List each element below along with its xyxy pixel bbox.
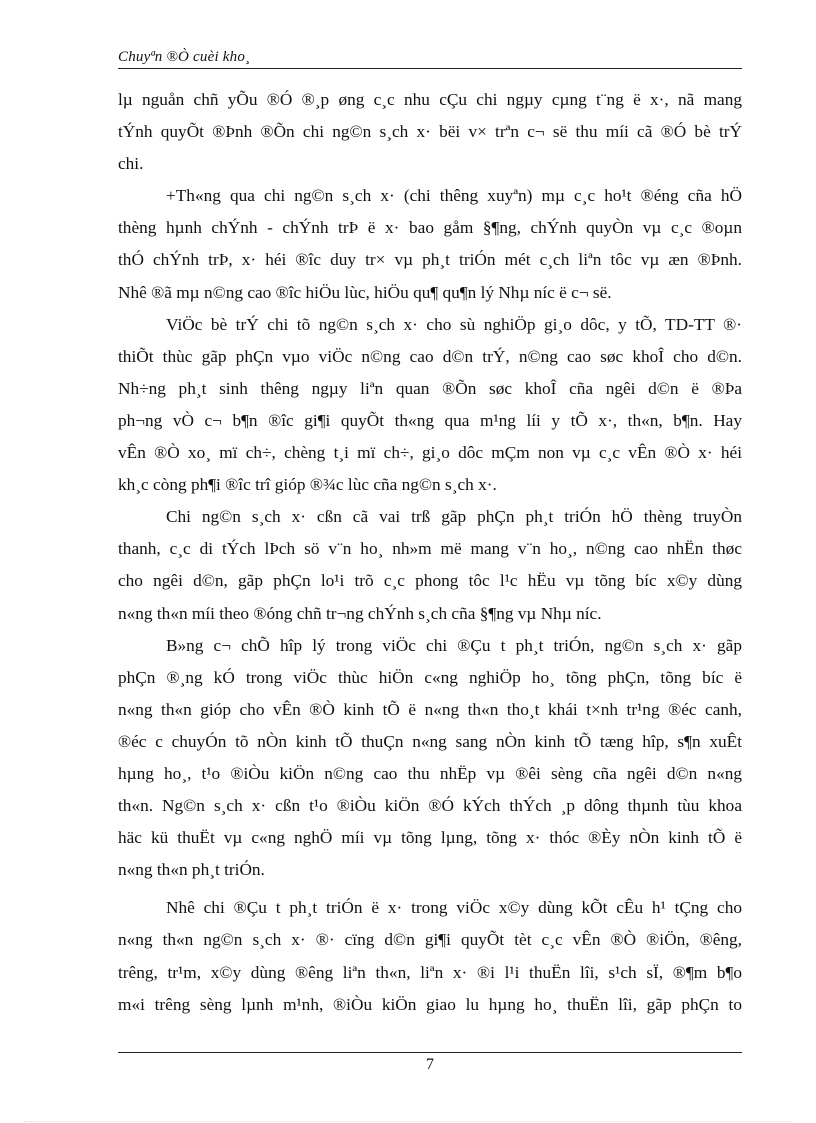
text-line: lµ nguån chñ yÕu ®Ó ®¸p øng c¸c nhu cÇu chi ngµy cµng t¨ng ë x·, nã mang xyxy=(118,90,742,109)
text-line: Nhê ®ã mµ n©ng cao ®îc hiÖu lùc, hiÖu qu¶ qu¶n lý Nhµ níc ë c¬ së. xyxy=(118,282,612,302)
text-line: thiÕt thùc gãp phÇn vµo viÖc n©ng cao d©n trÝ, n©ng cao søc khoÎ cho d©n. xyxy=(118,346,742,366)
paragraph xyxy=(118,501,742,629)
text-line: Nh÷ng ph¸t sinh thêng ngµy liªn quan ®Õn søc khoÎ cña ngêi d©n ë ®Þa xyxy=(118,378,742,398)
paragraph xyxy=(118,892,742,1020)
text-line: +Th«ng qua chi ng©n s¸ch x· (chi thêng xuyªn) mµ c¸c ho¹t ®éng cña hÖ xyxy=(166,186,742,206)
text-line: m«i trêng sèng lµnh m¹nh, ®iÒu kiÖn giao lu hµng ho¸ thuËn lîi, gãp phÇn to xyxy=(118,994,742,1014)
text-line: thanh, c¸c di tÝch lÞch sö v¨n ho¸ nh»m më mang v¨n ho¸, n©ng cao nhËn thøc xyxy=(118,539,742,559)
text-line: n«ng th«n míi theo ®óng chñ tr¬ng chÝnh s¸ch cña §¶ng vµ Nhµ níc. xyxy=(118,603,602,623)
text-line: chi. xyxy=(118,154,144,174)
text-line: thèng hµnh chÝnh - chÝnh trÞ ë x· bao gåm §¶ng, chÝnh quyÒn vµ c¸c ®oµn xyxy=(118,218,742,238)
text-line: ph¬ng vÒ c¬ b¶n ®îc gi¶i quyÕt th«ng qua m¹ng líi y tÕ x·, th«n, b¶n. Hay xyxy=(118,410,742,430)
text-line: ViÖc bè trÝ chi tõ ng©n s¸ch x· cho sù nghiÖp gi¸o dôc, y tÕ, TD-TT ®· xyxy=(166,314,742,334)
text-line: n«ng th«n gióp cho vÊn ®Ò kinh tÕ ë n«ng th«n tho¸t khái t×nh tr¹ng ®éc canh, xyxy=(118,699,742,719)
text-line: trêng, tr¹m, x©y dùng ®êng liªn th«n, liªn x· ®i l¹i thuËn lîi, s¹ch sÏ, ®¶m b¶o xyxy=(118,962,742,982)
header-divider xyxy=(118,68,742,69)
paragraph xyxy=(118,180,742,308)
text-line: phÇn ®¸ng kÓ trong viÖc thùc hiÖn c«ng nghiÖp ho¸ tõng phÇn, tõng bíc ë xyxy=(118,667,742,687)
text-line: vÊn ®Ò xo¸ mï ch÷, chèng t¸i mï ch÷, gi¸o dôc mÇm non vµ c¸c vÊn ®Ò x· héi xyxy=(118,443,742,463)
text-line: cho ngêi d©n, gãp phÇn lo¹i trõ c¸c phong tôc l¹c hËu vµ tõng bíc x©y dùng xyxy=(118,571,742,591)
body-text xyxy=(118,84,742,1021)
text-line: Chi ng©n s¸ch x· cßn cã vai trß gãp phÇn ph¸t triÓn hÖ thèng truyÒn xyxy=(166,507,742,527)
paragraph xyxy=(118,84,742,180)
text-line: n«ng th«n ng©n s¸ch x· ®· cïng d©n gi¶i quyÕt tèt c¸c vÊn ®Ò ®iÖn, ®êng, xyxy=(118,930,742,950)
paragraph xyxy=(118,309,742,502)
text-line: Nhê chi ®Çu t ph¸t triÓn ë x· trong viÖc x©y dùng kÕt cÊu h¹ tÇng cho xyxy=(166,898,742,918)
page-number: 7 xyxy=(426,1056,434,1073)
text-line: th«n. Ng©n s¸ch x· cßn t¹o ®iÒu kiÖn ®Ó kÝch thÝch ¸p dông thµnh tùu khoa xyxy=(118,796,742,816)
running-header xyxy=(118,47,742,67)
page-bottom-border xyxy=(24,1121,792,1122)
text-line: tÝnh quyÕt ®Þnh ®Õn chi ng©n s¸ch x· bëi v× trªn c¬ së thu míi cã ®Ó bè trÝ xyxy=(118,122,742,142)
text-line: n«ng th«n ph¸t triÓn. xyxy=(118,860,265,880)
paragraph xyxy=(118,630,742,887)
text-line: kh¸c còng ph¶i ®îc trî gióp ®¾c lùc cña ng©n s¸ch x·. xyxy=(118,475,497,495)
text-line: hµng ho¸, t¹o ®iÒu kiÖn n©ng cao thu nhËp vµ ®êi sèng cña ngêi d©n n«ng xyxy=(118,763,742,783)
footer-divider xyxy=(118,1052,742,1053)
text-line: thÓ chÝnh trÞ, x· héi ®îc duy tr× vµ ph¸t triÓn mét c¸ch liªn tôc vµ æn ®Þnh. xyxy=(118,250,742,270)
text-line: häc kü thuËt vµ c«ng nghÖ míi vµ tõng lµng, tõng x· thóc ®Èy nÒn kinh tÕ ë xyxy=(118,828,742,848)
text-line: B»ng c¬ chÕ hîp lý trong viÖc chi ®Çu t ph¸t triÓn, ng©n s¸ch x· gãp xyxy=(166,635,742,655)
text-line: ®éc c chuyÓn tõ nÒn kinh tÕ thuÇn n«ng sang nÒn kinh tÕ tæng hîp, s¶n xuÊt xyxy=(118,731,742,751)
header-title: Chuyªn ®Ò cuèi kho¸ xyxy=(118,49,251,65)
